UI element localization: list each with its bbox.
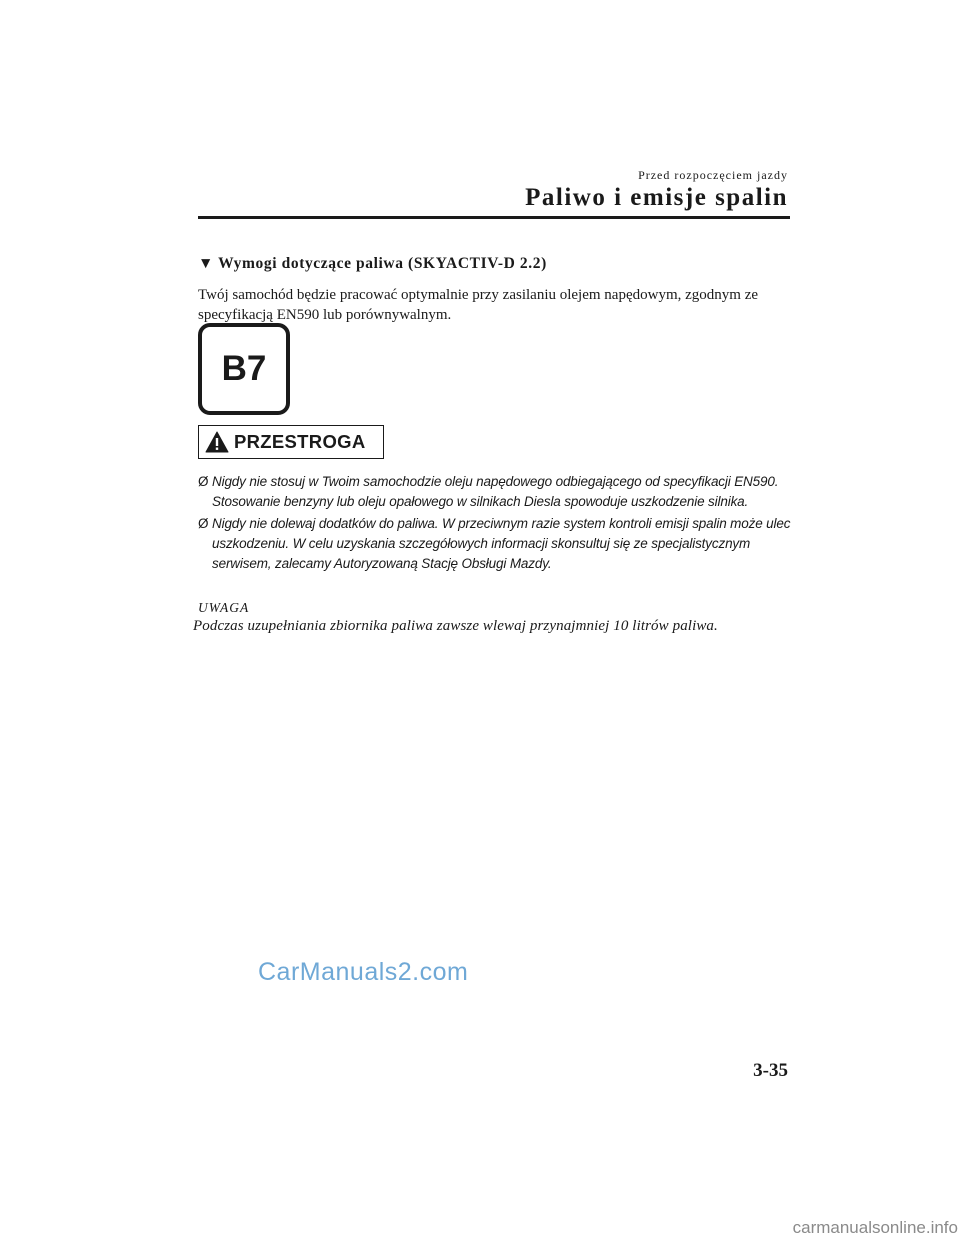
caution-item-text: Nigdy nie stosuj w Twoim samochodzie oleju napędowego odbiegającego od specyfikacji EN590. Stosowanie benzyny lub oleju opałowego w silnikach Diesla spowoduje uszkodzenie silnika. xyxy=(212,474,779,509)
fuel-label-b7 xyxy=(198,323,290,415)
caution-label: PRZESTROGA xyxy=(234,431,366,452)
note-text: Podczas uzupełniania zbiornika paliwa zawsze wlewaj przynajmniej 10 litrów paliwa. xyxy=(193,618,718,634)
watermark-footer: carmanualsonline.info xyxy=(792,1218,958,1237)
list-item xyxy=(198,472,798,512)
triangle-down-icon: ▼ xyxy=(198,255,214,272)
header-section: Przed rozpoczęciem jazdy xyxy=(638,168,788,182)
section-heading-text: Wymogi dotyczące paliwa (SKYACTIV-D 2.2) xyxy=(218,255,547,272)
warning-triangle-icon xyxy=(205,431,229,453)
page-number: 3-35 xyxy=(753,1060,788,1081)
caution-item-text: Nigdy nie dolewaj dodatków do paliwa. W przeciwnym razie system kontroli emisji spalin może ulec uszkodzeniu. W celu uzyskania szczegółowych informacji skonsultuj się ze specjalistycznym serwisem, zalecamy Autoryzowaną Stację Obsługi Mazdy. xyxy=(212,516,791,571)
arrow-bullet-icon: Ø xyxy=(198,516,209,531)
arrow-bullet-icon: Ø xyxy=(198,474,209,489)
body-paragraph: Twój samochód będzie pracować optymalnie przy zasilaniu olejem napędowym, zgodnym ze specyfikacją EN590 lub porównywalnym. xyxy=(198,287,759,323)
note-label: UWAGA xyxy=(198,600,250,615)
watermark-carmanuals2: CarManuals2.com xyxy=(258,958,469,986)
header-divider xyxy=(198,216,790,219)
fuel-label-text: B7 xyxy=(221,349,267,388)
caution-list xyxy=(198,472,798,576)
list-item xyxy=(198,514,798,574)
caution-box xyxy=(198,425,384,459)
section-heading xyxy=(198,255,547,273)
page-title: Paliwo i emisje spalin xyxy=(525,184,788,211)
